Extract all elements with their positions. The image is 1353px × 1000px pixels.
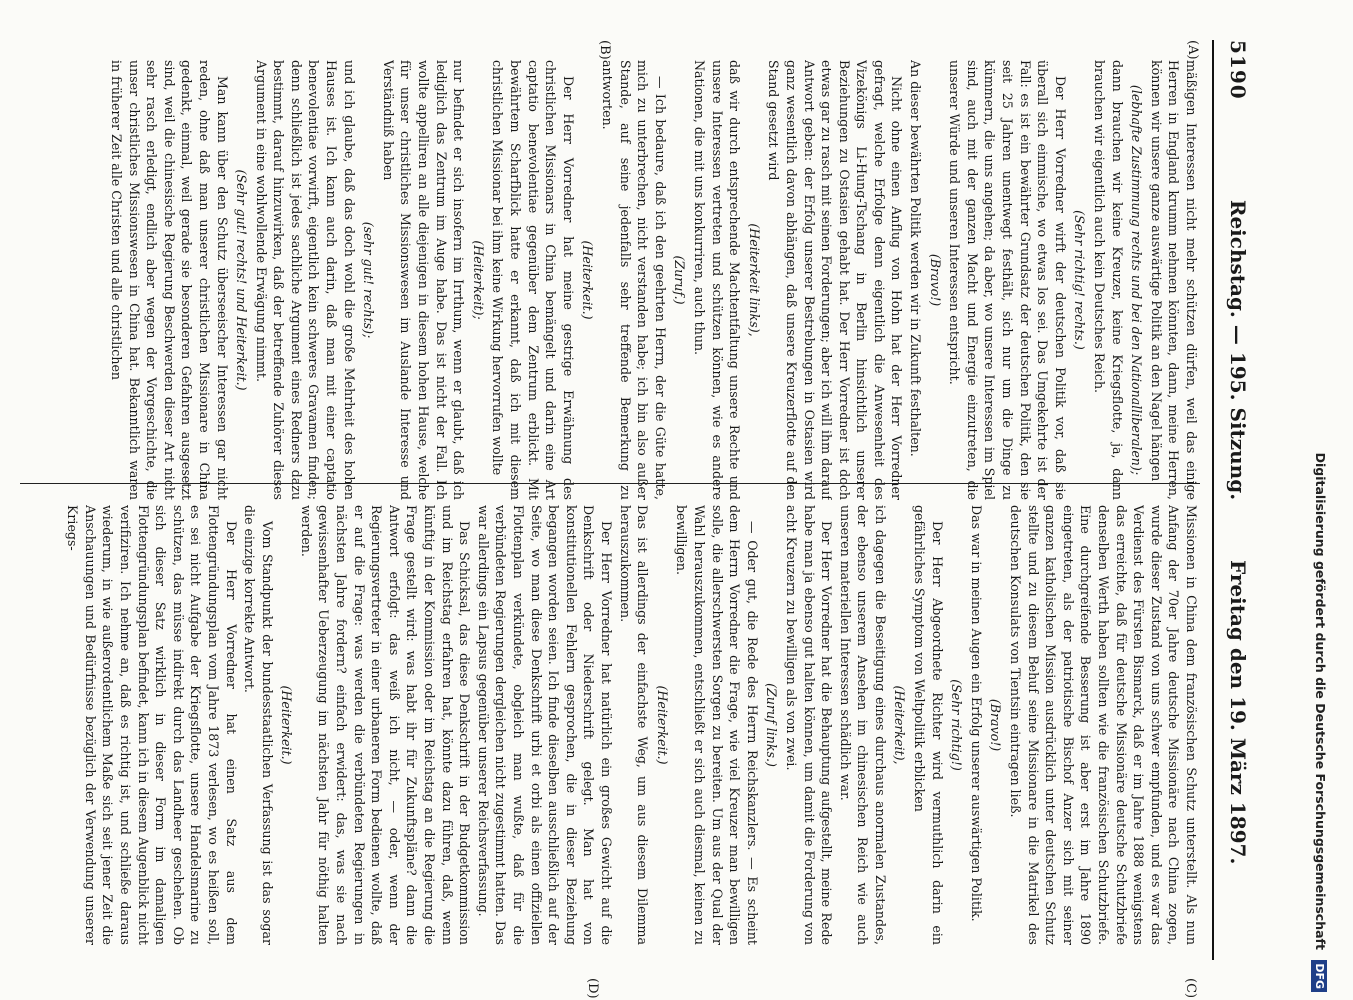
audience-reaction: (Zuruf.)	[672, 255, 688, 305]
margin-marker-c: (C)	[1183, 978, 1198, 999]
left-column	[20, 60, 1200, 500]
audience-reaction: (Heiterkeit),	[892, 685, 908, 765]
paragraph: ich dagegen die Beseitigung eines durchaus anormalen Zustandes, der ebenso unserem Ansehen im chinesischen Reich wie auch unseren materiellen Interessen schädlich war.	[837, 505, 888, 945]
margin-marker-a: (A)	[1185, 40, 1200, 60]
paragraph: Der Herr Vorredner hat einen Satz aus dem Flottengründungsplan vom Jahre 1873 verlesen, wo es heißen soll, es sei nicht Aufgabe der Kriegsflotte, unsere Handelsmarine zu schützen, das müsse indirekt durch das Landheer geschehen. Ob sich dieser Satz wirklich in dieser Form im damaligen Flottengründungsplan befindet, kann ich in diesem Augenblick nicht verifiziren. Ich nehme an, daß es richtig ist, und schließe daraus wiederum, in wie außerordentlichem Maße sich seit jener Zeit die Anschauungen und Bedürfnisse bezüglich der Verwendung unserer Kriegs-	[65, 505, 239, 945]
audience-reaction: (Heiterkeit.)	[580, 240, 596, 320]
digitization-credit	[1300, 8, 1340, 992]
audience-reaction: (Sehr richtig! rechts.)	[1072, 210, 1088, 350]
audience-reaction: (Heiterkeit.)	[654, 685, 670, 765]
paragraph: Der Herr Vorredner hat meine gestrige Erwähnung des christlichen Missionars in China bemängelt und darin eine Art captatio benevolentiae gegenüber dem Zentrum erblickt. Mit bewährtem Scharfblick hatte er erkannt, daß ich mit diesem christlichen Missionar bei ihm keine Wirkung hervorrufen wollte	[490, 60, 576, 500]
margin-marker-d: (D)	[585, 978, 600, 999]
credit-line	[1300, 8, 1340, 992]
audience-reaction: (Heiterkeit links),	[746, 223, 762, 337]
header-divider	[1212, 40, 1214, 960]
paragraph: — Oder gut, die Rede des Herrn Reichskanzlers. — Es scheint dem Herrn Vorredner die Frage, wie viel Kreuzer man bewilligen solle, die allerschwersten Sorgen zu bereiten. Um aus der Qual der Wahl herauszukommen, entschließt er sich auch diesmal, keinen zu bewilligen.	[674, 505, 760, 945]
paragraph: Missionen in China dem französischen Schutz unterstellt. Als nun Anfang der 70er Jahre deutsche Missionäre nach China zogen, wurde dieser Zustand von uns schwer empfunden, und es war das Verdienst des Fürsten Bismarck, daß er im Jahre 1888 wenigstens das erreichte, daß für deutsche Missionäre deutsche Schutzbriefe denselben Werth haben sollten wie die französischen Schutzbriefe. Eine durchgreifende Besserung ist aber erst im Jahre 1890 eingetreten, als der patriotische Bischof Anzer sich mit seiner ganzen katholischen Mission ausdrücklich unter deutschen Schutz stellte und zu diesem Behuf seine Missionare in die Matrikel des deutschen Konsulats von Tientsin eintragen ließ.	[1008, 505, 1199, 945]
paragraph: — Ich bedaure, daß ich den geehrten Herrn, der die Güte hatte, mich zu unterbrechen, nicht verstanden habe; ich bin also außer Stande, auf seine jedenfalls sehr treffende Bemerkung zu antworten.	[600, 60, 668, 500]
paragraph: Nicht ohne einen Anflug von Hohn hat der Herr Vorredner gefragt, welche Erfolge denn eigentlich die Anwesenheit des Vizekönigs Li-Hung-Tschang in Berlin hinsichtlich unserer Beziehungen zu Ostasien gehabt hat. Der Herr Vorredner ist doch etwas gar zu rasch mit seinen Forderungen; aber ich will ihm darauf Antwort geben: der Erfolg unserer Bestrebungen in Ostasien wird ganz wesentlich davon abhängen, daß unsere Kreuzerflotte auf den Stand gesetzt wird	[766, 60, 905, 500]
margin-marker-b: (B)	[597, 40, 612, 60]
audience-reaction: (Bravo!)	[927, 253, 943, 307]
audience-reaction: (Sehr gut! rechts! und Heiterkeit.)	[234, 169, 250, 391]
session-date: Freitag den 19. März 1897.	[1226, 560, 1250, 865]
page-header	[1216, 40, 1260, 960]
audience-reaction: (sehr gut! rechts);	[361, 221, 377, 339]
paragraph: nur befindet er sich insofern im Irrthum, wenn er glaubt, daß ich lediglich das Zentrum im Auge habe. Das ist nicht der Fall. Ich wollte appelliren an alle diejenigen in diesem hohen Hause, welche für unser christliches Missionswesen im Auslande Interesse und Verständniß haben	[380, 60, 467, 500]
paragraph: Der Herr Abgeordnete Richter wird vermuthlich darin ein gefährliches Symptom von Weltpolitik erblicken	[912, 505, 945, 945]
paragraph: Das war in meinen Augen ein Erfolg unserer auswärtigen Politik.	[968, 505, 984, 922]
audience-reaction: (Sehr richtig!)	[949, 679, 965, 771]
paragraph: dann brauchen wir keine Kreuzer, keine Kriegsflotte, ja, dann brauchen wir eigentlich auch kein Deutsches Reich.	[1092, 60, 1125, 500]
column-divider	[20, 483, 1200, 484]
credit-text: Digitalisierung gefördert durch die Deutsche Forschungsgemeinschaft	[1313, 452, 1328, 950]
paragraph: Vom Standpunkt der bundesstaatlichen Verfassung ist das sogar die einzige korrekte Antwort.	[242, 505, 275, 945]
paragraph: Das Schicksal, das diese Denkschrift in der Budgetkommission und im Reichstag erfahren hat, könnte dazu führen, daß, wenn künftig in der Kommission oder im Reichstag an die Regierung die Frage gestellt wird: was habt ihr für Zukunftspläne? dann die Antwort erfolgt: das weiß ich nicht, — oder, wenn der Regierungsvertreter in einer urbaneren Form bedienen wollte, daß er auf die Frage: was werden die verbündeten Regierungen in nächsten Jahre fordern? einfach erwidert: das, was sie nach gewissenhafter Ueberzeugung im nächsten Jahr für nöthig halten werden.	[298, 505, 473, 945]
paragraph: Man kann über den Schutz überseeischer Interessen gar nicht reden, ohne daß man unserer christlichen Missionare in China gedenkt, einmal, weil gerade sie besonderen Gefahren ausgesetzt sind, weil die chinesische Regierung Beschwerden dieser Art nicht sehr rasch erledigt, endlich aber wegen der Vorgeschichte, die unser christliches Missionswesen in China hat. Bekanntlich waren in früherer Zeit alle Christen und alle christlichen	[108, 60, 230, 500]
paragraph: daß wir durch entsprechende Machtentfaltung unsere Rechte und unsere Interessen vertreten und schützen können, wie es andere Nationen, die mit uns konkurriren, auch thun.	[691, 60, 743, 500]
paragraph: An dieser bewährten Politik werden wir in Zukunft festhalten.	[908, 60, 924, 457]
paragraph: mäßigen Interessen nicht mehr schützen dürfen, weil das einige Herren in England krumm nehmen könnten, dann, meine Herren, können wir unsere ganze auswärtige Politik an den Nagel hängen	[1148, 60, 1199, 500]
dfg-logo: DFG	[1312, 960, 1328, 992]
audience-reaction: (Zuruf links.)	[764, 683, 780, 767]
audience-reaction: (Bravo!)	[988, 698, 1004, 752]
paragraph: Der Herr Vorredner hat natürlich ein großes Gewicht auf die Denkschrift oder Niederschrift gelegt. Man hat von konstitutionellen Fehlern gesprochen, die in dieser Beziehung begangen worden seien. Ich finde dieselben ausschließlich auf der Seite, wo man diese Denkschrift urbi et orbi als einen offiziellen Flottenplan verkündete, obgleich man wußte, daß für die verbündeten Regierungen dergleichen nicht zugestimmt hatten. Das war allerdings ein Lapsus gegenüber unserer Reichsverfassung.	[475, 505, 614, 945]
paragraph: Der Herr Vorredner hat die Behauptung aufgestellt, meine Rede habe man ja ebenso gut halten können, um damit die Forderung von acht Kreuzern zu bewilligen als von zwei.	[783, 505, 835, 945]
audience-reaction: (lebhafte Zustimmung rechts und bei den Nationalliberalen);	[1129, 84, 1145, 476]
paragraph: Der Herr Vorredner wirft der deutschen Politik vor, daß sie überall sich einmische, wo etwas los sei. Das Umgekehrte ist der Fall: es ist ein bewährter Grundsatz der deutschen Politik, den sie seit 25 Jahren unentwegt festhält, sich nur um die Dinge zu kümmern, die uns angehen; da aber, wo unsere Interessen im Spiel sind, auch mit der ganzen Macht und Energie einzutreten, die unserer Würde und unseren Interessen entspricht.	[947, 60, 1068, 500]
session-title: Reichstag. — 195. Sitzung.	[1226, 199, 1250, 501]
right-column	[20, 505, 1200, 945]
paragraph: und ich glaube, daß das doch wohl die große Mehrheit des hohen Hauses ist. Ich kann auch darin, daß man mit einer captatio benevolentiae vorwirft, eigentlich kein schweres Gravamen finden; denn schließlich ist jedes sachliche Argument eines Redners dazu bestimmt, darauf hinzuwirken, daß der betreffende Zuhörer dieses Argument in eine wohlwollende Erwägung nimmt.	[253, 60, 357, 500]
paragraph: Das ist allerdings der einfachste Weg, um aus diesem Dilemma herauszukommen.	[617, 505, 651, 945]
page-number: 5190	[1226, 40, 1250, 100]
audience-reaction: (Heiterkeit.)	[279, 685, 295, 765]
audience-reaction: (Heiterkeit);	[470, 240, 486, 320]
